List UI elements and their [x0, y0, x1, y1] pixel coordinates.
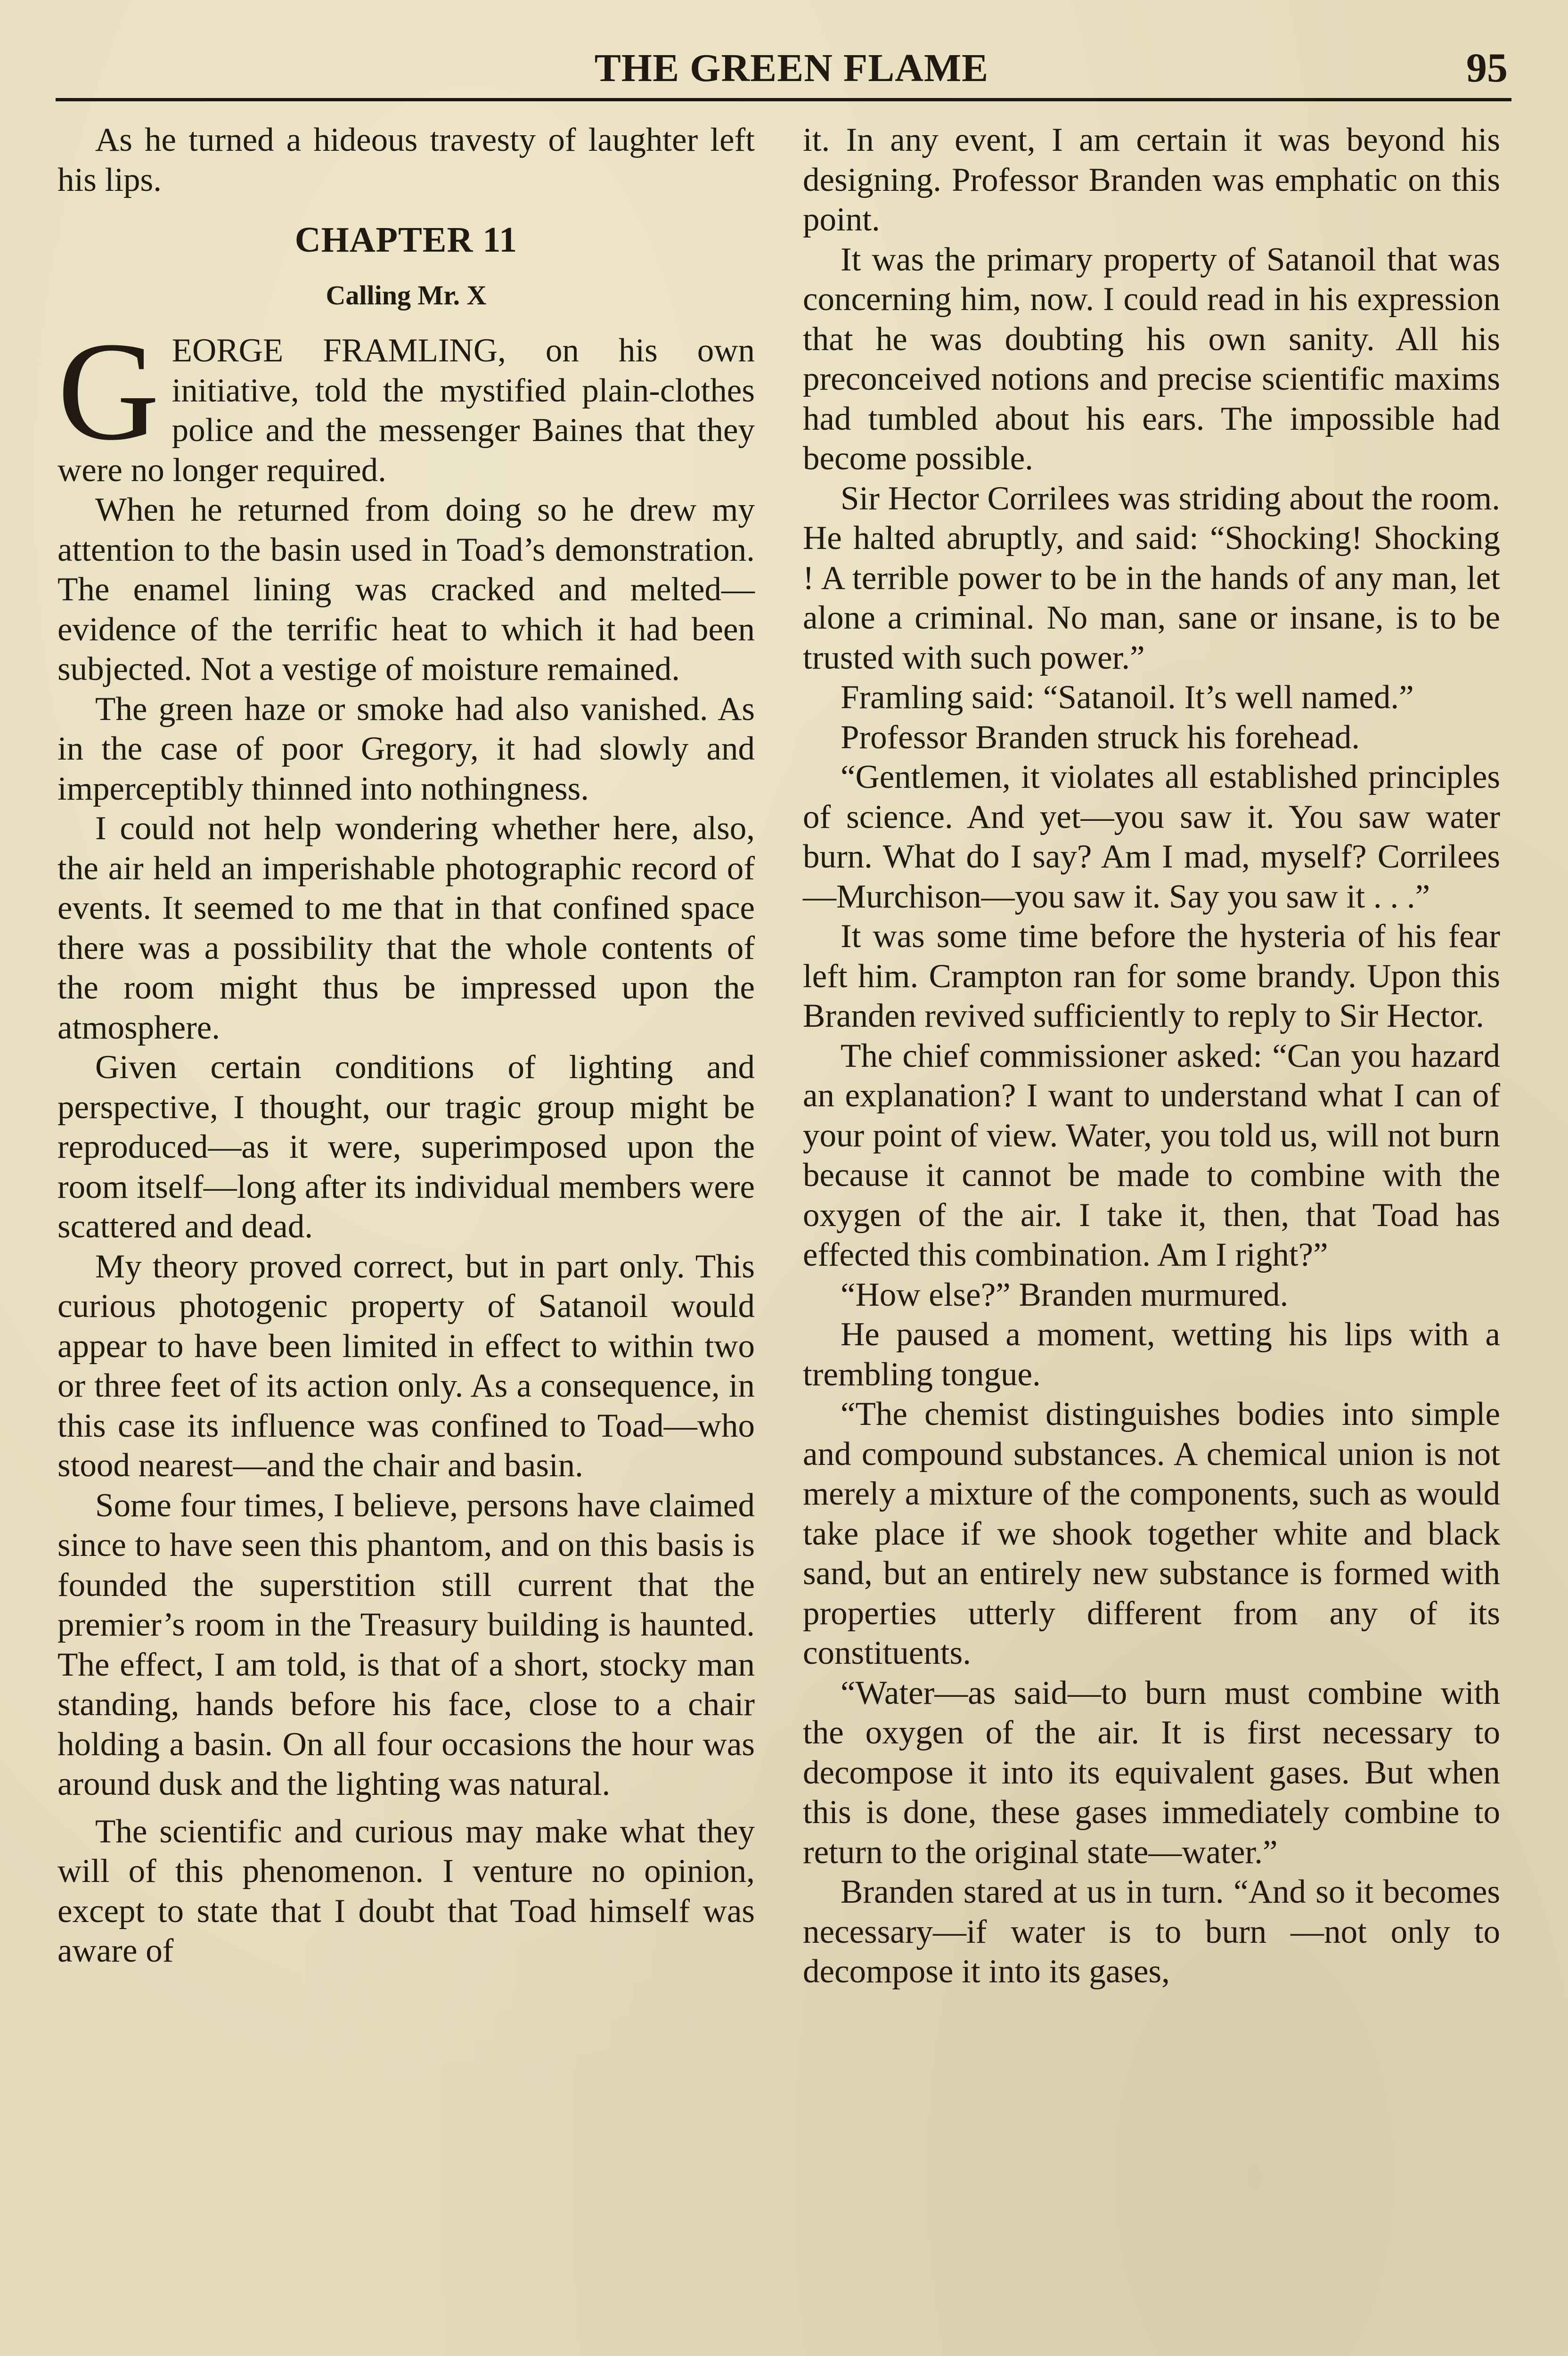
running-title: THE GREEN FLAME [594, 46, 989, 90]
page-number: 95 [1466, 45, 1508, 91]
paragraph: Branden stared at us in turn. “And so it becomes necessary—if water is to burn —not only to decompose it into its gases, [803, 1873, 1500, 1990]
paragraph: It was some time before the hysteria of his fear left him. Crampton ran for some brandy. Upon this Branden revived sufficiently to reply to Sir Hector. [803, 918, 1500, 1034]
paragraph: As he turned a hideous travesty of laughter left his lips. [57, 122, 755, 198]
paragraph: It was the primary property of Satanoil that was concerning him, now. I could read in his expression that he was doubting his own sanity. All his preconceived notions and precise scientific maxims had tumbled about his ears. The impossible had become possible. [803, 241, 1500, 477]
chapter-heading: CHAPTER 11 [294, 220, 518, 260]
paragraph: My theory proved correct, but in part only. This curious photogenic property of Satanoil would appear to have been limited in effect to within two or three feet of its action only. As a consequence, in this case its influence was confined to Toad—who stood nearest—and the chair and basin. [57, 1248, 755, 1484]
left-column [57, 120, 755, 1971]
paragraph: When he returned from doing so he drew my attention to the basin used in Toad’s demonstration. The enamel lining was cracked and melted—evidence of the terrific heat to which it had been subjected. Not a vestige of moisture remained. [57, 491, 755, 687]
paragraph: “How else?” Branden murmured. [841, 1276, 1289, 1313]
paragraph: Some four times, I believe, persons have claimed since to have seen this phantom, and on this basis is founded the superstition still current that the premier’s room in the Treasury building is haunted. The effect, I am told, is that of a short, stocky man standing, hands before his face, close to a chair holding a basin. On all four occasions the hour was around dusk and the lighting was natural. [57, 1487, 755, 1802]
paragraph: “Water—as said—to burn must combine with the oxygen of the air. It is first necessary to decompose it into its equivalent gases. But when this is done, these gases immediately combine to return to the original state—water.” [803, 1674, 1500, 1871]
paragraph: The chief commissioner asked: “Can you hazard an explanation? I want to understand what I can of your point of view. Water, you told us, will not burn because it cannot be made to combine with the oxygen of the air. I take it, then, that Toad has effected this combination. Am I right?” [803, 1037, 1500, 1273]
paragraph [57, 313, 755, 490]
chapter-subtitle: Calling Mr. X [326, 280, 487, 311]
paragraph: I could not help wondering whether here, also, the air held an imperishable photographic record of events. It seemed to me that in that confined space there was a possibility that the whole contents of the room might thus be impressed upon the atmosphere. [57, 810, 755, 1046]
paragraph: Framling said: “Satanoil. It’s well named.” [841, 679, 1414, 716]
paragraph-text: EORGE FRAMLING, on his own initiative, told the mystified plain-clothes police and the messenger Baines that they were no longer required. [57, 332, 755, 489]
paragraph: The green haze or smoke had also vanished. As in the case of poor Gregory, it had slowly and imperceptibly thinned into nothingness. [57, 690, 755, 807]
running-head [57, 42, 1508, 94]
paragraph: Professor Branden struck his forehead. [841, 719, 1360, 756]
header-rule [56, 98, 1511, 101]
paragraph: The scientific and curious may make what they will of this phenomenon. I venture no opinion, except to state that I doubt that Toad himself was aware of [57, 1813, 755, 1969]
drop-cap: G [57, 313, 160, 469]
paragraph: He paused a moment, wetting his lips with a trembling tongue. [803, 1316, 1500, 1393]
paragraph: Given certain conditions of lighting and perspective, I thought, our tragic group might be reproduced—as it were, superimposed upon the room itself—long after its individual members were scattered and dead. [57, 1049, 755, 1245]
paragraph: “Gentlemen, it violates all established principles of science. And yet—you saw it. You saw water burn. What do I say? Am I mad, myself? Corrilees—Murchison—you saw it. Say you saw it . . .” [803, 759, 1500, 915]
right-column [803, 120, 1500, 1992]
paragraph: Sir Hector Corrilees was striding about the room. He halted abruptly, and said: “Shocking! Shocking ! A terrible power to be in the hands of any man, let alone a criminal. No man, sane or insane, is to be trusted with such power.” [803, 480, 1500, 676]
paragraph: it. In any event, I am certain it was beyond his designing. Professor Branden was emphatic on this point. [803, 122, 1500, 238]
paragraph: “The chemist distinguishes bodies into simple and compound substances. A chemical union is not merely a mixture of the components, such as would take place if we shook together white and black sand, but an entirely new substance is formed with properties utterly different from any of its constituents. [803, 1396, 1500, 1671]
